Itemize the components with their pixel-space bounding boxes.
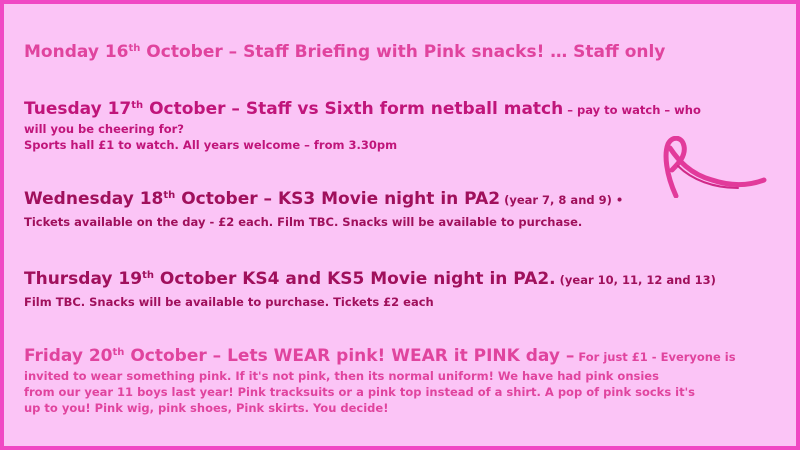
event-day: Friday 20 [24, 346, 113, 366]
event-note-continued: will you be cheering for? [24, 122, 184, 136]
event-friday [24, 346, 789, 416]
event-day: Monday 16 [24, 42, 129, 62]
event-note: – pay to watch – who [563, 103, 701, 117]
event-detail: Film TBC. Snacks will be available to purchase. Tickets £2 each [24, 295, 434, 309]
event-note: (year 7, 8 and 9) [500, 193, 612, 207]
event-detail-line: invited to wear something pink. If it's not pink, then its normal uniform! We have had pink onsies [24, 369, 659, 383]
pink-ribbon-icon [656, 136, 768, 198]
event-heading: October – Lets WEAR pink! WEAR it PINK day – [124, 346, 575, 366]
event-detail: Sports hall £1 to watch. All years welcome – from 3.30pm [24, 138, 398, 152]
ordinal-suffix: th [112, 347, 125, 358]
event-heading: October – Staff Briefing with Pink snacks! … Staff only [140, 42, 666, 62]
event-detail-line: up to you! Pink wig, pink shoes, Pink skirts. You decide! [24, 401, 389, 415]
bullet: • [611, 193, 624, 207]
ordinal-suffix: th [131, 100, 144, 111]
event-heading-line [24, 269, 789, 291]
event-heading: October – Staff vs Sixth form netball match [143, 99, 564, 119]
event-note: For just £1 - Everyone is [574, 350, 736, 364]
event-day: Wednesday 18 [24, 189, 164, 209]
event-day: Tuesday 17 [24, 99, 132, 119]
ordinal-suffix: th [128, 43, 141, 54]
event-day: Thursday 19 [24, 269, 143, 289]
event-monday [24, 42, 789, 63]
event-detail-line: from our year 11 boys last year! Pink tracksuits or a pink top instead of a shirt. A pop of pink socks it's [24, 385, 695, 399]
event-heading-line [24, 346, 789, 368]
event-heading: October – KS3 Movie night in PA2 [175, 189, 501, 209]
event-heading: October KS4 and KS5 Movie night in PA2. [154, 269, 556, 289]
event-note: (year 10, 11, 12 and 13) [555, 273, 716, 287]
event-heading-line [24, 99, 789, 121]
event-thursday [24, 269, 789, 310]
ordinal-suffix: th [163, 190, 176, 201]
event-detail: Tickets available on the day - £2 each. Film TBC. Snacks will be available to purchase. [24, 215, 583, 229]
ordinal-suffix: th [142, 270, 154, 281]
